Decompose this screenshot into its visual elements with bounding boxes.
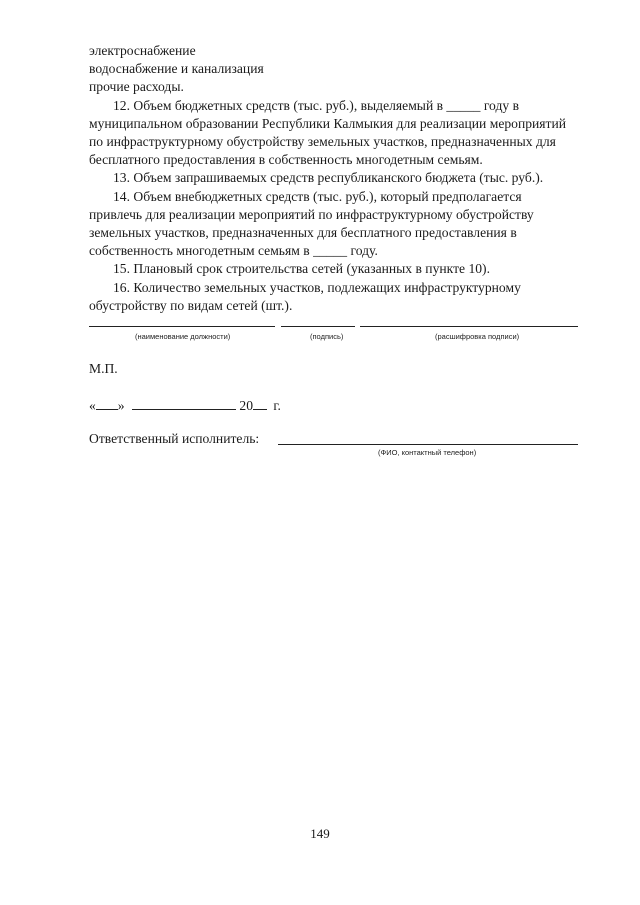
list-item-other: прочие расходы. [89,79,184,95]
date-row [89,397,281,414]
year-suffix: г. [273,398,281,413]
paragraph-12-line: 12. Объем бюджетных средств (тыс. руб.), выделяемый в _____ году в [113,97,519,113]
responsible-caption: (ФИО, контактный телефон) [378,448,477,457]
position-line [89,326,275,327]
decoding-caption: (расшифровка подписи) [435,332,520,341]
paragraph-14-line: привлечь для реализации мероприятий по инфраструктурному обустройству [89,206,534,222]
paragraph-16-line: 16. Количество земельных участков, подлежащих инфраструктурному [113,279,521,295]
signature-block [89,326,579,346]
month-blank [132,397,236,410]
paragraph-14 [89,188,587,261]
position-caption: (наименование должности) [135,332,231,341]
year-blank [253,397,267,410]
stamp-label: М.П. [89,361,118,376]
paragraph-12 [89,97,587,170]
signature-line [281,326,355,327]
paragraph-15: 15. Плановый срок строительства сетей (указанных в пункте 10). [113,261,490,277]
document-body [89,42,587,315]
paragraph-16-line: обустройству по видам сетей (шт.). [89,297,293,313]
responsible-line [278,444,578,445]
paragraph-12-line: по инфраструктурному обустройству земельных участков, предназначенных для [89,134,556,150]
date-open-quote: « [89,398,96,413]
signature-caption: (подпись) [310,332,344,341]
year-prefix: 20 [239,398,253,413]
date-close-quote: » [117,398,125,413]
paragraph-12-line: бесплатного предоставления в собственность многодетным семьям. [89,152,483,168]
list-item-water: водоснабжение и канализация [89,61,264,77]
day-blank [96,397,118,410]
decoding-line [360,326,578,327]
paragraph-14-line: земельных участков, предназначенных для бесплатного предоставления в [89,225,517,241]
paragraph-14-line: собственность многодетным семьям в _____ году. [89,243,378,259]
responsible-label: Ответственный исполнитель: [89,431,260,446]
paragraph-14-line: 14. Объем внебюджетных средств (тыс. руб.), который предполагается [113,188,522,204]
page-number: 149 [310,826,330,841]
paragraph-16 [89,279,587,315]
list-item-electricity: электроснабжение [89,43,196,58]
paragraph-12-line: муниципальном образовании Республики Калмыкия для реализации мероприятий [89,115,567,131]
paragraph-13: 13. Объем запрашиваемых средств республиканского бюджета (тыс. руб.). [113,170,544,186]
